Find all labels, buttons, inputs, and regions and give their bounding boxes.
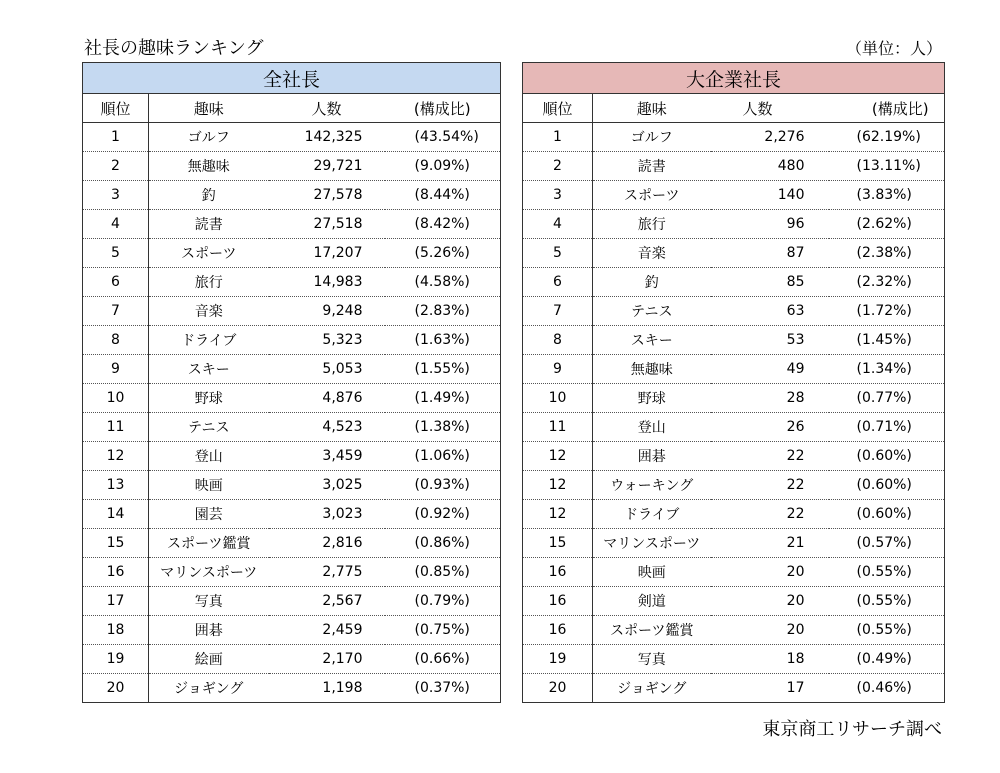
rank-cell: 12	[523, 442, 593, 471]
hobby-cell: 映画	[593, 558, 711, 587]
count-cell: 4,523	[269, 413, 385, 442]
table-heading: 全社長	[83, 63, 501, 94]
ratio-cell: (0.92%)	[385, 500, 501, 529]
hobby-cell: テニス	[149, 413, 269, 442]
count-cell: 17,207	[269, 239, 385, 268]
hobby-cell: スポーツ鑑賞	[593, 616, 711, 645]
rank-cell: 11	[523, 413, 593, 442]
table-row	[523, 442, 945, 471]
column-header-hobby: 趣味	[149, 94, 269, 123]
count-cell: 2,775	[269, 558, 385, 587]
hobby-cell: スポーツ	[593, 181, 711, 210]
hobby-cell: テニス	[593, 297, 711, 326]
count-cell: 26	[711, 413, 829, 442]
count-cell: 63	[711, 297, 829, 326]
rank-cell: 20	[523, 674, 593, 703]
rank-cell: 16	[83, 558, 149, 587]
table-row	[83, 384, 501, 413]
table-row	[83, 181, 501, 210]
rank-cell: 9	[83, 355, 149, 384]
ratio-cell: (0.66%)	[385, 645, 501, 674]
ratio-cell: (0.75%)	[385, 616, 501, 645]
ratio-cell: (0.49%)	[829, 645, 945, 674]
count-cell: 20	[711, 587, 829, 616]
rank-cell: 20	[83, 674, 149, 703]
table-row	[523, 587, 945, 616]
hobby-cell: 映画	[149, 471, 269, 500]
table-row	[83, 355, 501, 384]
table-row	[83, 152, 501, 181]
count-cell: 14,983	[269, 268, 385, 297]
table-row	[523, 210, 945, 239]
count-cell: 53	[711, 326, 829, 355]
table-row	[523, 413, 945, 442]
table-row	[523, 239, 945, 268]
ratio-cell: (0.86%)	[385, 529, 501, 558]
source-note: 東京商工リサーチ調べ	[762, 719, 942, 740]
hobby-cell: 野球	[149, 384, 269, 413]
count-cell: 3,459	[269, 442, 385, 471]
page-title: 社長の趣味ランキング	[84, 38, 264, 59]
ratio-cell: (2.62%)	[829, 210, 945, 239]
ratio-cell: (0.93%)	[385, 471, 501, 500]
hobby-cell: 剣道	[593, 587, 711, 616]
ratio-cell: (0.55%)	[829, 616, 945, 645]
hobby-cell: 囲碁	[593, 442, 711, 471]
table-row	[83, 326, 501, 355]
rank-cell: 16	[523, 616, 593, 645]
rank-cell: 16	[523, 558, 593, 587]
table-row	[83, 674, 501, 703]
count-cell: 21	[711, 529, 829, 558]
column-header-ratio: (構成比)	[385, 94, 501, 123]
table-row	[83, 123, 501, 152]
ratio-cell: (1.06%)	[385, 442, 501, 471]
ratio-cell: (0.46%)	[829, 674, 945, 703]
ratio-cell: (1.55%)	[385, 355, 501, 384]
count-cell: 22	[711, 471, 829, 500]
count-cell: 18	[711, 645, 829, 674]
ratio-cell: (13.11%)	[829, 152, 945, 181]
rank-cell: 13	[83, 471, 149, 500]
hobby-cell: 囲碁	[149, 616, 269, 645]
table-row	[83, 616, 501, 645]
count-cell: 3,025	[269, 471, 385, 500]
rank-cell: 12	[523, 500, 593, 529]
count-cell: 1,198	[269, 674, 385, 703]
rank-cell: 16	[523, 587, 593, 616]
ratio-cell: (3.83%)	[829, 181, 945, 210]
ratio-cell: (62.19%)	[829, 123, 945, 152]
table-body	[523, 123, 945, 703]
rank-cell: 10	[523, 384, 593, 413]
count-cell: 49	[711, 355, 829, 384]
ratio-cell: (8.42%)	[385, 210, 501, 239]
table-row	[83, 442, 501, 471]
count-cell: 87	[711, 239, 829, 268]
rank-cell: 12	[83, 442, 149, 471]
rank-cell: 8	[523, 326, 593, 355]
ratio-cell: (0.55%)	[829, 587, 945, 616]
ratio-cell: (9.09%)	[385, 152, 501, 181]
table-row	[523, 268, 945, 297]
table-row	[83, 500, 501, 529]
rank-cell: 6	[83, 268, 149, 297]
hobby-cell: 旅行	[149, 268, 269, 297]
rank-cell: 15	[523, 529, 593, 558]
rank-cell: 4	[523, 210, 593, 239]
table-row	[523, 297, 945, 326]
rank-cell: 6	[523, 268, 593, 297]
column-header-rank: 順位	[83, 94, 149, 123]
column-header-ratio: (構成比)	[829, 94, 945, 123]
hobby-cell: 読書	[593, 152, 711, 181]
rank-cell: 14	[83, 500, 149, 529]
table-heading: 大企業社長	[523, 63, 945, 94]
count-cell: 22	[711, 442, 829, 471]
count-cell: 140	[711, 181, 829, 210]
rank-cell: 4	[83, 210, 149, 239]
count-cell: 27,578	[269, 181, 385, 210]
ratio-cell: (5.26%)	[385, 239, 501, 268]
hobby-cell: スキー	[149, 355, 269, 384]
count-cell: 96	[711, 210, 829, 239]
rank-cell: 18	[83, 616, 149, 645]
table-row	[523, 471, 945, 500]
ratio-cell: (0.57%)	[829, 529, 945, 558]
hobby-cell: 写真	[149, 587, 269, 616]
ratio-cell: (1.38%)	[385, 413, 501, 442]
table-row	[83, 529, 501, 558]
ranking-table-large-company-presidents	[522, 62, 945, 703]
hobby-cell: ゴルフ	[593, 123, 711, 152]
rank-cell: 5	[83, 239, 149, 268]
hobby-cell: 写真	[593, 645, 711, 674]
hobby-cell: 釣	[593, 268, 711, 297]
rank-cell: 19	[523, 645, 593, 674]
hobby-cell: マリンスポーツ	[149, 558, 269, 587]
count-cell: 2,816	[269, 529, 385, 558]
rank-cell: 10	[83, 384, 149, 413]
hobby-cell: スポーツ鑑賞	[149, 529, 269, 558]
table-row	[523, 123, 945, 152]
rank-cell: 12	[523, 471, 593, 500]
hobby-cell: スキー	[593, 326, 711, 355]
ratio-cell: (2.38%)	[829, 239, 945, 268]
table-row	[83, 645, 501, 674]
hobby-cell: ドライブ	[149, 326, 269, 355]
table-row	[523, 645, 945, 674]
table-row	[83, 268, 501, 297]
ratio-cell: (4.58%)	[385, 268, 501, 297]
ratio-cell: (1.72%)	[829, 297, 945, 326]
count-cell: 85	[711, 268, 829, 297]
table-row	[523, 355, 945, 384]
table-row	[523, 558, 945, 587]
rank-cell: 2	[83, 152, 149, 181]
table-row	[523, 181, 945, 210]
rank-cell: 3	[523, 181, 593, 210]
hobby-cell: ゴルフ	[149, 123, 269, 152]
count-cell: 4,876	[269, 384, 385, 413]
hobby-cell: 釣	[149, 181, 269, 210]
unit-note: （単位：人）	[845, 39, 942, 58]
ratio-cell: (0.37%)	[385, 674, 501, 703]
ratio-cell: (8.44%)	[385, 181, 501, 210]
hobby-cell: マリンスポーツ	[593, 529, 711, 558]
rank-cell: 5	[523, 239, 593, 268]
count-cell: 20	[711, 616, 829, 645]
count-cell: 22	[711, 500, 829, 529]
table-body	[83, 123, 501, 703]
count-cell: 17	[711, 674, 829, 703]
hobby-cell: 無趣味	[149, 152, 269, 181]
table-row	[83, 587, 501, 616]
ratio-cell: (1.45%)	[829, 326, 945, 355]
ratio-cell: (2.32%)	[829, 268, 945, 297]
hobby-cell: ジョギング	[593, 674, 711, 703]
table-row	[523, 674, 945, 703]
count-cell: 3,023	[269, 500, 385, 529]
count-cell: 480	[711, 152, 829, 181]
count-cell: 2,459	[269, 616, 385, 645]
count-cell: 29,721	[269, 152, 385, 181]
ratio-cell: (43.54%)	[385, 123, 501, 152]
count-cell: 5,323	[269, 326, 385, 355]
ratio-cell: (1.63%)	[385, 326, 501, 355]
hobby-cell: 読書	[149, 210, 269, 239]
table-row	[83, 471, 501, 500]
table-row	[523, 326, 945, 355]
ratio-cell: (0.60%)	[829, 500, 945, 529]
hobby-cell: 登山	[593, 413, 711, 442]
hobby-cell: 野球	[593, 384, 711, 413]
count-cell: 2,276	[711, 123, 829, 152]
ratio-cell: (0.79%)	[385, 587, 501, 616]
column-header-count: 人数	[711, 94, 829, 123]
count-cell: 5,053	[269, 355, 385, 384]
rank-cell: 8	[83, 326, 149, 355]
count-cell: 28	[711, 384, 829, 413]
ratio-cell: (1.49%)	[385, 384, 501, 413]
table-row	[83, 239, 501, 268]
count-cell: 9,248	[269, 297, 385, 326]
hobby-cell: ドライブ	[593, 500, 711, 529]
ratio-cell: (0.77%)	[829, 384, 945, 413]
rank-cell: 2	[523, 152, 593, 181]
column-header-hobby: 趣味	[593, 94, 711, 123]
table-row	[83, 210, 501, 239]
count-cell: 20	[711, 558, 829, 587]
hobby-cell: 音楽	[593, 239, 711, 268]
table-row	[83, 558, 501, 587]
table-row	[523, 529, 945, 558]
rank-cell: 1	[523, 123, 593, 152]
count-cell: 2,567	[269, 587, 385, 616]
rank-cell: 3	[83, 181, 149, 210]
ratio-cell: (1.34%)	[829, 355, 945, 384]
hobby-cell: ウォーキング	[593, 471, 711, 500]
column-header-rank: 順位	[523, 94, 593, 123]
table-row	[523, 384, 945, 413]
rank-cell: 17	[83, 587, 149, 616]
column-header-count: 人数	[269, 94, 385, 123]
count-cell: 2,170	[269, 645, 385, 674]
table-row	[523, 500, 945, 529]
rank-cell: 11	[83, 413, 149, 442]
ratio-cell: (0.85%)	[385, 558, 501, 587]
table-row	[523, 616, 945, 645]
rank-cell: 15	[83, 529, 149, 558]
ratio-cell: (0.60%)	[829, 442, 945, 471]
rank-cell: 7	[523, 297, 593, 326]
hobby-cell: 園芸	[149, 500, 269, 529]
table-row	[83, 297, 501, 326]
rank-cell: 9	[523, 355, 593, 384]
ratio-cell: (0.71%)	[829, 413, 945, 442]
ratio-cell: (2.83%)	[385, 297, 501, 326]
count-cell: 142,325	[269, 123, 385, 152]
hobby-cell: 絵画	[149, 645, 269, 674]
rank-cell: 1	[83, 123, 149, 152]
ratio-cell: (0.60%)	[829, 471, 945, 500]
hobby-cell: 無趣味	[593, 355, 711, 384]
table-row	[523, 152, 945, 181]
hobby-cell: 旅行	[593, 210, 711, 239]
ratio-cell: (0.55%)	[829, 558, 945, 587]
hobby-cell: ジョギング	[149, 674, 269, 703]
hobby-cell: 音楽	[149, 297, 269, 326]
table-row	[83, 413, 501, 442]
count-cell: 27,518	[269, 210, 385, 239]
hobby-cell: 登山	[149, 442, 269, 471]
rank-cell: 7	[83, 297, 149, 326]
rank-cell: 19	[83, 645, 149, 674]
hobby-cell: スポーツ	[149, 239, 269, 268]
ranking-table-all-presidents	[82, 62, 501, 703]
